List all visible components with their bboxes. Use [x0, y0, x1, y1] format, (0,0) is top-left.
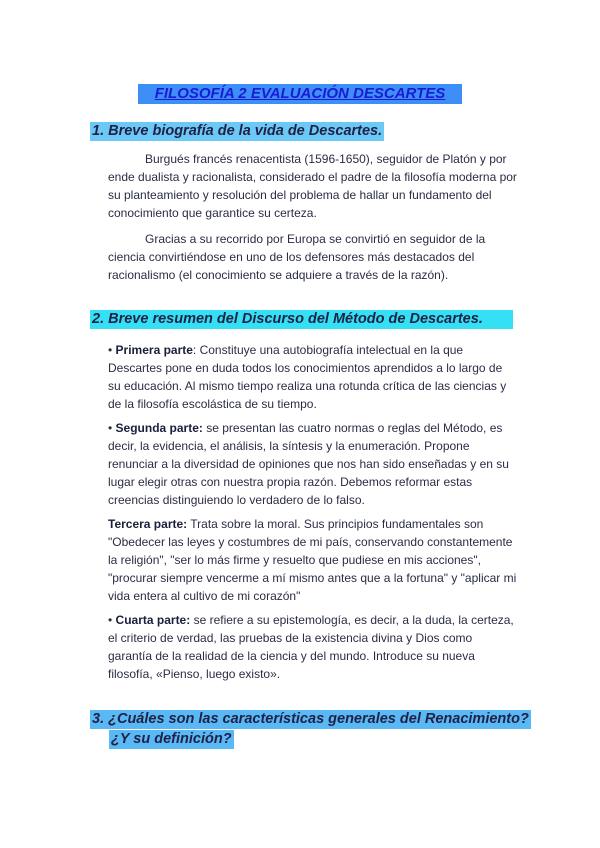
section-3-heading-line-2: ¿Y su definición? [111, 731, 232, 747]
part-2-paragraph: • Segunda parte: se presentan las cuatro normas o reglas del Método, es decir, la evidencia, el análisis, la síntesis y la enumeración. Propone renunciar a la diversidad de opiniones que nos han sido enseñadas y en su lugar elegir otras con nuestra propia razón. Debemos reformar estas creencias distinguiendo lo verdadero de lo falso. [108, 421, 509, 507]
section-2-heading: 2. Breve resumen del Discurso del Método de Descartes. [90, 309, 513, 329]
bullet: • [108, 343, 113, 357]
bullet: • [108, 613, 113, 627]
part-label: Tercera parte: [108, 517, 188, 531]
section-1-heading: 1. Breve biografía de la vida de Descartes. [92, 123, 383, 139]
part-label: Primera parte [115, 343, 193, 357]
document-title: FILOSOFÍA 2 EVALUACIÓN DESCARTES [138, 84, 462, 104]
part-label: Segunda parte: [115, 421, 203, 435]
part-3-paragraph: Tercera parte: Trata sobre la moral. Sus principios fundamentales son "Obedecer las leyes y costumbres de mi país, conservando constantemente la religión", "ser lo más firme y resuelto que pudiese en mis acciones", "procurar siempre vencerme a mí mismo antes que a la fortuna" y "aplicar mi vida entera al cultivo de mi corazón" [108, 517, 517, 603]
biography-paragraph-1: Burgués francés renacentista (1596-1650), seguidor de Platón y por ende dualista y racionalista, considerado el padre de la filosofía moderna por su planteamiento y resolución del problema de hallar un fundamento del conocimiento que garantice su certeza. [108, 152, 517, 220]
bullet: • [108, 421, 113, 435]
biography-paragraph-2: Gracias a su recorrido por Europa se convirtió en seguidor de la ciencia convirtiéndose en uno de los defensores más destacados del racionalismo (el conocimiento se adquiere a través de la razón). [108, 232, 486, 282]
part-1-paragraph: • Primera parte: Constituye una autobiografía intelectual en la que Descartes pone en duda todos los conocimientos aprendidos a lo largo de su educación. Al mismo tiempo realiza una rotunda crítica de las ciencias y de la filosofía escolástica de su tiempo. [108, 343, 507, 411]
section-3-heading-line-1: 3. ¿Cuáles son las características generales del Renacimiento? [92, 711, 529, 727]
part-label: Cuarta parte: [115, 613, 191, 627]
part-4-paragraph: • Cuarta parte: se refiere a su epistemología, es decir, a la duda, la certeza, el criterio de verdad, las pruebas de la existencia divina y Dios como garantía de la realidad de la ciencia y del mundo. Introduce su nueva filosofía, «Pienso, luego existo». [108, 613, 514, 681]
